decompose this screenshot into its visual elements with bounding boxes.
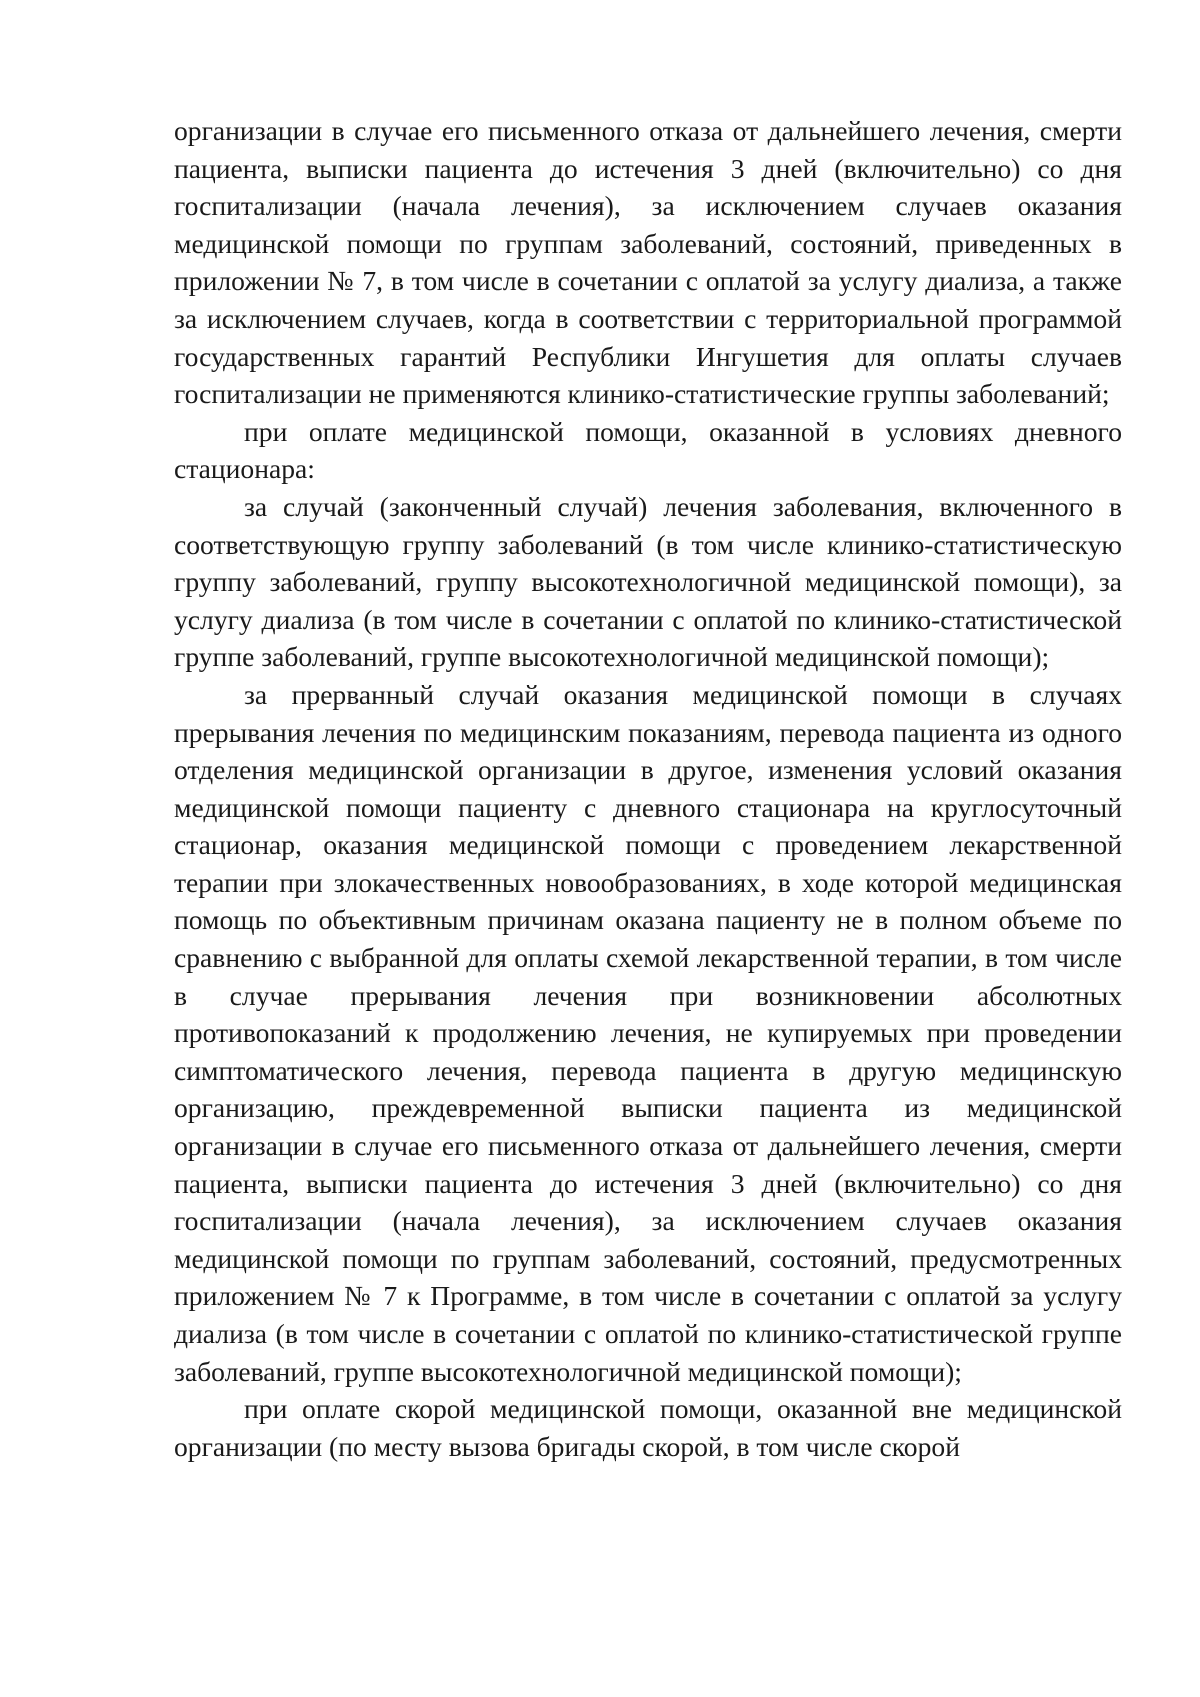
- paragraph-completed-case: за случай (законченный случай) лечения заболевания, включенного в соответствующую группу заболеваний (в том числе клинико-статистическую группу заболеваний, группу высокотехнологичной медицинской помощи), за услугу диализа (в том числе в сочетании с оплатой по клинико-статистической группе заболеваний, группе высокотехнологичной медицинской помощи);: [174, 490, 1122, 673]
- paragraph-interrupted-case: за прерванный случай оказания медицинской помощи в случаях прерывания лечения по медицинским показаниям, перевода пациента из одного отделения медицинской организации в другое, изменения условий оказания медицинской помощи пациенту с дневного стационара на круглосуточный стационар, оказания медицинской помощи с проведением лекарственной терапии при злокачественных новообразованиях, в ходе которой медицинская помощь по объективным причинам оказана пациенту не в полном объеме по сравнению с выбранной для оплаты схемой лекарственной терапии, в том числе в случае прерывания лечения при возникновении абсолютных противопоказаний к продолжению лечения, не купируемых при проведении симптоматического лечения, перевода пациента в другую медицинскую организацию, преждевременной выписки пациента из медицинской организации в случае его письменного отказа от дальнейшего лечения, смерти пациента, выписки пациента до истечения 3 дней (включительно) со дня госпитализации (начала лечения), за исключением случаев оказания медицинской помощи по группам заболеваний, состояний, предусмотренных приложением № 7 к Программе, в том числе в сочетании с оплатой за услугу диализа (в том числе в сочетании с оплатой по клинико-статистической группе заболеваний, группе высокотехнологичной медицинской помощи);: [174, 678, 1122, 1387]
- paragraph-emergency-care: при оплате скорой медицинской помощи, оказанной вне медицинской организации (по месту вызова бригады скорой, в том числе скорой: [174, 1393, 1122, 1462]
- paragraph-day-hospital-payment: при оплате медицинской помощи, оказанной в условиях дневного стационара:: [174, 415, 1122, 485]
- paragraph-continuation: организации в случае его письменного отказа от дальнейшего лечения, смерти пациента, выписки пациента до истечения 3 дней (включительно) со дня госпитализации (начала лечения), за исключением случаев оказания медицинской помощи по группам заболеваний, состояний, приведенных в приложении № 7, в том числе в сочетании с оплатой за услугу диализа, а также за исключением случаев, когда в соответствии с территориальной программой государственных гарантий Республики Ингушетия для оплаты случаев госпитализации не применяются клинико-статистические группы заболеваний;: [174, 115, 1122, 410]
- document-body: [174, 112, 1122, 1465]
